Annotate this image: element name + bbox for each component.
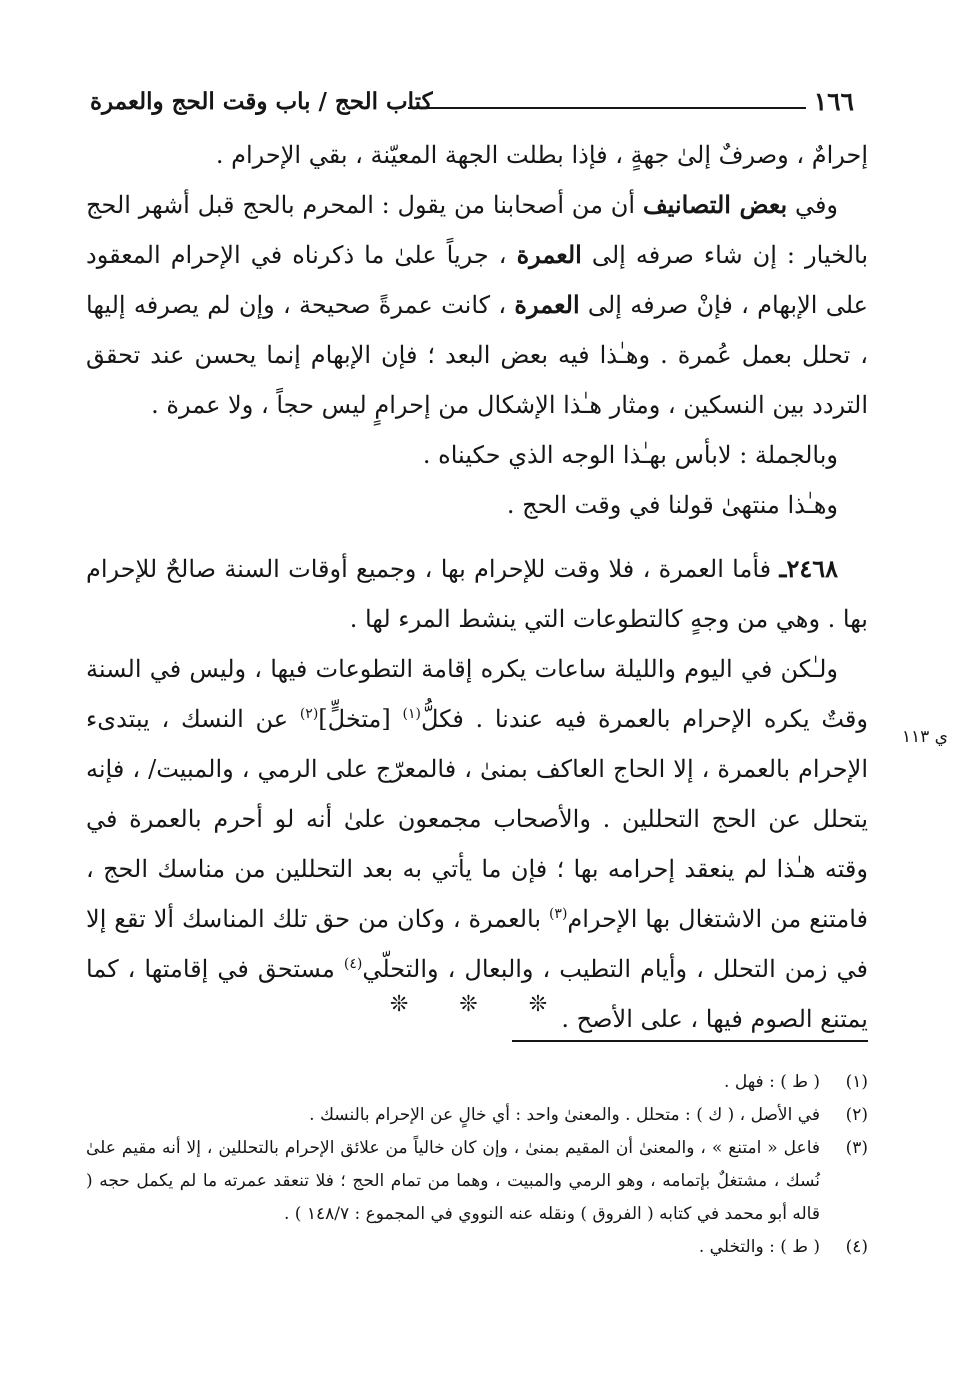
footnote-number: (٣) [845,1138,868,1158]
footnotes [86,1066,868,1264]
paragraph-4-text: وهـٰذا منتهىٰ قولنا في وقت الحج . [506,491,838,519]
footnote-4 [86,1231,868,1264]
page-header [78,82,868,122]
paragraph-1-text: إحرامٌ ، وصرفٌ إلىٰ جهةٍ ، فإذا بطلت الجهة المعيّنة ، بقي الإحرام . [215,141,868,169]
footnote-text: في الأصل ، ( ك ) : متحلل . والمعنىٰ واحد : أي خالٍ عن الإحرام بالنسك . [309,1105,820,1125]
paragraph-2 [86,180,868,430]
footnote-ref-1[interactable]: (١) [402,706,421,722]
separator-stars: ❊ ❊ ❊ [389,992,570,1017]
paragraph-6-text-a: ولـٰكن في اليوم والليلة ساعات يكره إقامة التطوعات فيها ، وليس في السنة وقتٌ يكره الإحرام بالعمرة فيه عندنا . فكلُّ [86,655,868,733]
footnote-3 [86,1132,868,1231]
paragraph-5-text: فأما العمرة ، فلا وقت للإحرام بها ، وجميع أوقات السنة صالحٌ للإحرام بها . وهي من وجهٍ كالتطوعات التي ينشط المرء لها . [86,555,868,633]
footnote-ref-2[interactable]: (٢) [299,706,319,722]
paragraph-2-text-c: ، كانت عمرةً صحيحة ، وإن لم يصرفه إليها ، تحلل بعمل عُمرة . وهـٰذا فيه بعض البعد ؛ فإن الإبهام إنما يحسن عند تحقق التردد بين النسكين ، ومثار هـٰذا الإشكال من إحرامٍ ليس حجاً ، ولا عمرة . [86,291,868,419]
paragraph-6-text-c: عن النسك ، يبتدىء الإحرام بالعمرة ، إلا الحاج العاكف بمنىٰ ، فالمعرّج على الرمي ، والمبيت/ ، فإنه يتحلل عن الحج التحللين . والأصحاب مجمعون علىٰ أنه لو أحرم بالعمرة في وقته هـٰذا لم ينعقد إحرامه بها ؛ فإن ما يأتي به بعد التحللين من مناسك الحج ، فامتنع من الاشتغال بها الإحرام [86,705,868,933]
footnote-2 [86,1099,868,1132]
paragraph-6-text-e: مستحق في إقامتها ، كما يمتنع الصوم فيها ، على الأصح . [86,955,868,1033]
paragraph-2-bold-term-2: العمرة [516,240,582,269]
paragraph-2-bold-term-3: العمرة [514,290,580,319]
paragraph-6-text-b: [متخلٍّ] [318,705,403,733]
paragraph-2-bold-term-1: بعض التصانيف [642,190,788,219]
paragraph-5 [86,544,868,644]
paragraph-2-lead: وفي [787,191,839,219]
body-text [86,130,868,1044]
footnote-number: (٤) [845,1237,868,1257]
footnote-text: فاعل « امتنع » ، والمعنىٰ أن المقيم بمنىٰ ، وإن كان خالياً من علائق الإحرام بالتحللين ، إلا أنه مقيم علىٰ نُسك ، مشتغلٌ بإتمامه ، وهو الرمي والمبيت ، وهما من تمام الحج ؛ فلا تنعقد عمرته ما لم يكمل حجه ( قاله أبو محمد في كتابه ( الفروق ) ونقله عنه النووي في المجموع : ١٤٨/٧ ) . [86,1138,820,1224]
paragraph-1 [86,130,868,180]
footnote-text: ( ط ) : والتخلي . [698,1237,820,1257]
running-title: كتاب الحج / باب وقت الحج والعمرة [90,88,433,115]
footnote-1 [86,1066,868,1099]
footnote-number: (١) [845,1072,868,1092]
margin-note: ي ١١٣ [901,727,948,747]
footnote-ref-4[interactable]: (٤) [343,956,363,972]
footnote-rule [512,1040,868,1042]
header-rule [408,107,806,109]
paragraph-3-text: وبالجملة : لابأس بهـٰذا الوجه الذي حكيناه . [422,441,838,469]
paragraph-2-text-b: ، جرياً علىٰ ما ذكرناه في الإحرام المعقود على الإبهام ، فإنْ صرفه إلى [86,241,868,319]
paragraph-4 [86,480,868,530]
footnote-number: (٢) [845,1105,868,1125]
paragraph-6-text-d: بالعمرة ، وكان من حق تلك المناسك ألا تقع إلا في زمن التحلل ، وأيام التطيب ، والبعال ، والتحلّي [86,905,868,983]
paragraph-number: ٢٤٦٨ـ [779,554,838,583]
paragraph-2-text-a: أن من أصحابنا من يقول : المحرم بالحج قبل أشهر الحج بالخيار : إن شاء صرفه إلى [86,191,868,269]
paragraph-6 [86,644,868,1044]
footnote-ref-3[interactable]: (٣) [548,906,568,922]
page-number: ١٦٦ [813,87,854,116]
paragraph-3 [86,430,868,480]
footnote-text: ( ط ) : فهل . [724,1072,820,1092]
